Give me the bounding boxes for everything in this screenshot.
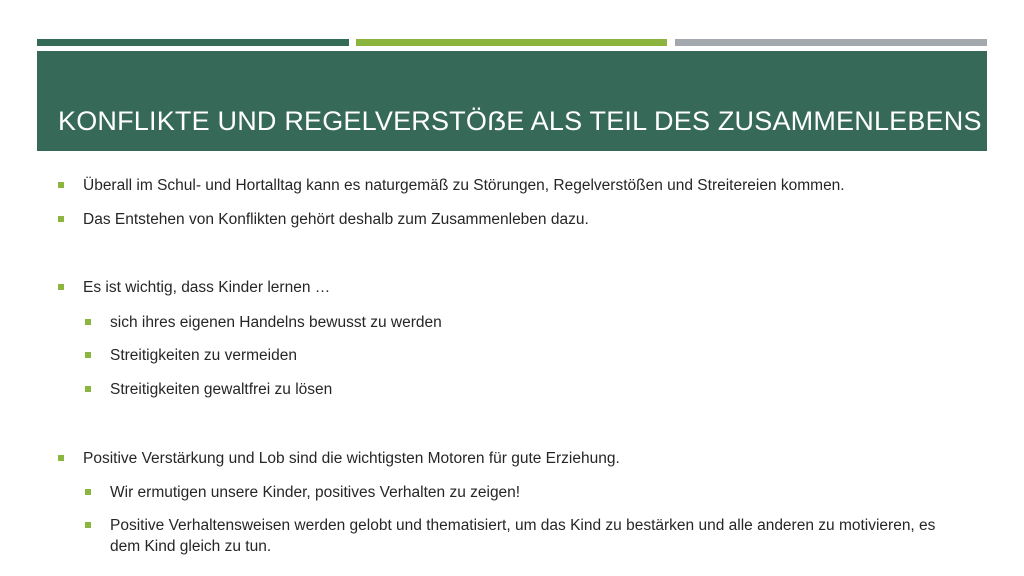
sub-bullet-item (110, 379, 950, 400)
bullet-item (83, 448, 963, 469)
slide-title: KONFLIKTE UND REGELVERSTÖẞE ALS TEIL DES ZUSAMMENLEBENS (58, 105, 982, 136)
sub-bullet-item (110, 515, 950, 557)
square-bullet-icon (85, 386, 91, 392)
bullet-item (83, 175, 963, 196)
bullet-text: Das Entstehen von Konflikten gehört deshalb zum Zusammenleben dazu. (83, 211, 589, 228)
square-bullet-icon (85, 352, 91, 358)
square-bullet-icon (85, 319, 91, 325)
square-bullet-icon (58, 284, 64, 290)
sub-bullet-item (110, 312, 950, 333)
sub-bullet-item (110, 482, 950, 503)
bullet-text: Positive Verhaltensweisen werden gelobt und thematisiert, um das Kind zu bestärken und alle anderen zu motivieren, es dem Kind gleich zu tun. (110, 517, 936, 555)
bullet-text: Wir ermutigen unsere Kinder, positives Verhalten zu zeigen! (110, 484, 521, 501)
bullet-text: Überall im Schul- und Hortalltag kann es naturgemäß zu Störungen, Regelverstößen und Streitereien kommen. (83, 177, 845, 194)
bullet-text: Positive Verstärkung und Lob sind die wichtigsten Motoren für gute Erziehung. (83, 450, 620, 467)
square-bullet-icon (58, 455, 64, 461)
bullet-text: Streitigkeiten zu vermeiden (110, 347, 297, 364)
bullet-text: Es ist wichtig, dass Kinder lernen … (83, 279, 331, 296)
square-bullet-icon (58, 216, 64, 222)
square-bullet-icon (58, 182, 64, 188)
bullet-item (83, 209, 963, 230)
square-bullet-icon (85, 489, 91, 495)
bullet-text: Streitigkeiten gewaltfrei zu lösen (110, 381, 333, 398)
bullet-item (83, 277, 963, 298)
bullet-text: sich ihres eigenen Handelns bewusst zu werden (110, 314, 442, 331)
square-bullet-icon (85, 522, 91, 528)
sub-bullet-item (110, 345, 950, 366)
